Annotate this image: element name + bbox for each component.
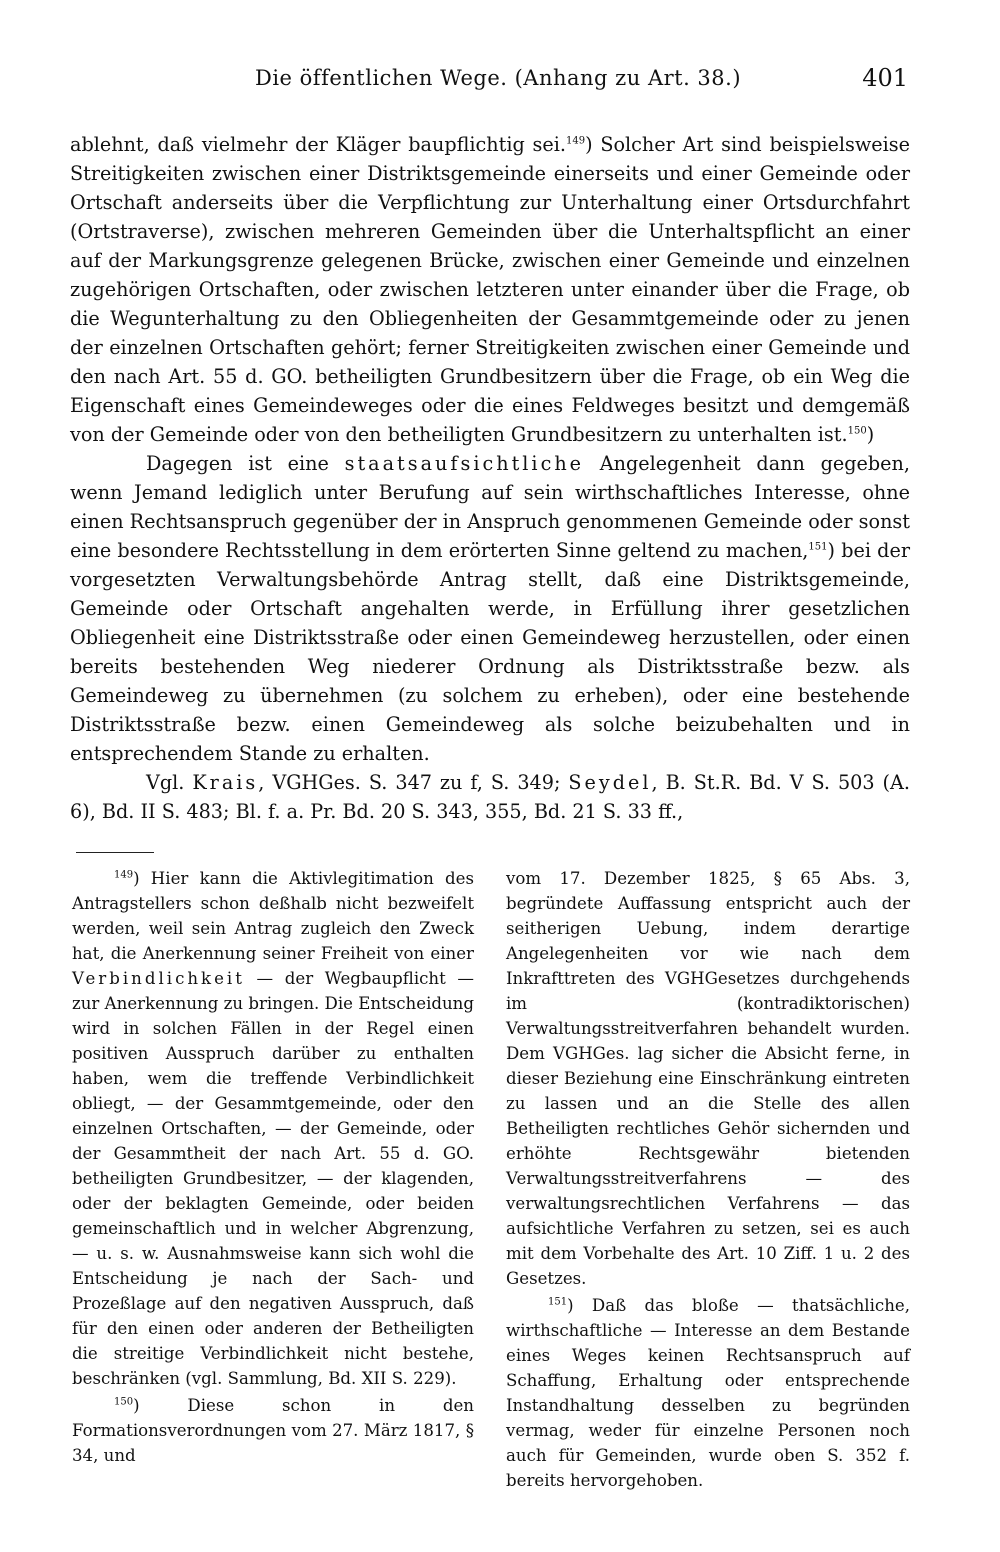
footnote-number: 149 xyxy=(114,869,134,881)
running-title: Die öffentlichen Wege. (Anhang zu Art. 38.) xyxy=(255,66,742,90)
paragraph-3-references xyxy=(70,768,910,826)
author-name: Krais xyxy=(192,771,259,794)
footnote-number: 150 xyxy=(114,1396,134,1408)
running-head xyxy=(70,66,908,106)
footnote-150-continued: vom 17. Dezember 1825, § 65 Abs. 3, begründete Auffassung entspricht auch der seitherigen Uebung, indem derartige Angelegenheiten vor wie nach dem Inkrafttreten des VGHGesetzes durchgehends im (kontradiktorischen) Verwaltungsstreitverfahren behandelt wurden. Dem VGHGes. lag sicher die Absicht ferne, in dieser Beziehung eine Einschränkung eintreten zu lassen und an die Stelle des allen Betheiligten rechtliches Gehör sichernden und erhöhte Rechtsgewähr bietenden Verwaltungsstreitverfahrens — des verwaltungsrechtlichen Verfahrens — das aufsichtliche Verfahren zu setzen, sei es auch mit dem Vorbehalte des Art. 10 Ziff. 1 u. 2 des Gesetzes. xyxy=(506,869,910,1288)
footnote-number: 151 xyxy=(548,1296,568,1308)
text-run: , VGHGes. S. 347 zu f, S. 349; xyxy=(258,771,569,794)
text-run: ablehnt, daß vielmehr der Kläger baupflichtig sei. xyxy=(70,133,566,156)
paragraph-1 xyxy=(70,130,910,449)
footnote-divider xyxy=(76,852,154,853)
footnote-149 xyxy=(72,866,474,1391)
author-name: Seydel xyxy=(568,771,652,794)
footnote-ref-151: 151 xyxy=(808,541,828,553)
emphasized-term: staatsaufsichtliche xyxy=(344,452,585,475)
footnote-151 xyxy=(506,1293,910,1493)
text-run: Dagegen ist eine xyxy=(146,452,345,475)
footnote-ref-149: 149 xyxy=(565,135,586,147)
paragraph-2 xyxy=(70,449,910,768)
text-run: ) Hier kann die Aktivlegitimation des Antragstellers schon deßhalb nicht bezweifelt werden, weil sein Antrag zugleich den Zweck hat, die Anerkennung seiner Freiheit von einer xyxy=(72,869,474,963)
text-run: Vgl. xyxy=(146,771,193,794)
footnote-ref-150: 150 xyxy=(847,425,867,437)
text-run: ) bei der vorgesetzten Verwaltungsbehörde Antrag stellt, daß eine Distriktsgemeinde, Gemeinde oder Ortschaft angehalten werde, in Erfüllung ihrer gesetzlichen Obliegenheit eine Distriktsstraße oder einen Gemeindeweg herzustellen, oder einen bereits bestehenden Weg niederer Ordnung als Distriktsstraße bezw. als Gemeindeweg zu übernehmen (zu solchem zu erheben), oder eine bestehende Distriktsstraße bezw. einen Gemeindeweg als solche beizubehalten und in entsprechendem Stande zu erhalten. xyxy=(70,539,910,765)
text-run: ) Daß das bloße — thatsächliche, wirthschaftliche — Interesse an dem Bestande eines Weges keinen Rechtsanspruch auf Schaffung, Erhaltung oder entsprechende Instandhaltung desselben zu begründen vermag, weder für einzelne Personen noch auch für Gemeinden, wurde oben S. 352 f. bereits hervorgehoben. xyxy=(506,1296,910,1490)
main-text xyxy=(70,130,910,826)
text-run: — der Wegbaupflicht — zur Anerkennung zu bringen. Die Entscheidung wird in solchen Fällen in der Regel einen positiven Ausspruch darüber zu enthalten haben, wem die treffende Verbindlichkeit obliegt, — der Gesammtgemeinde, oder den einzelnen Ortschaften, — der Gemeinde, oder der Gesammtheit der nach Art. 55 d. GO. betheiligten Grundbesitzer, — der klagenden, oder der beklagten Gemeinde, oder beiden gemeinschaftlich und in welcher Abgrenzung, — u. s. w. Ausnahmsweise kann sich wohl die Entscheidung je nach der Sach- und Prozeßlage auf den negativen Ausspruch, daß für den einen oder anderen der Betheiligten die streitige Verbindlichkeit nicht bestehe, beschränken (vgl. Sammlung, Bd. XII S. 229). xyxy=(72,969,474,1388)
text-run: , B. St.R. Bd. V S. 503 (A. 6), Bd. II S. 483; Bl. f. a. Pr. Bd. 20 S. 343, 355, Bd. 21 S. 33 ff., xyxy=(70,771,910,823)
emphasized-term: Verbindlichkeit xyxy=(72,969,245,988)
footnote-150-start xyxy=(72,1393,474,1468)
text-run: Angelegenheit dann gegeben, wenn Jemand lediglich unter Berufung auf sein wirthschaftliches Interesse, ohne einen Rechtsanspruch gegenüber der in Anspruch genommenen Gemeinde oder sonst eine besondere Rechtsstellung in dem erörterten Sinne geltend zu machen, xyxy=(70,452,910,562)
text-run: ) Diese schon in den Formationsverordnungen vom 27. März 1817, § 34, und xyxy=(72,1396,474,1465)
footnotes-right-column xyxy=(506,866,910,1493)
page-number: 401 xyxy=(862,64,908,92)
footnotes-left-column xyxy=(72,866,474,1468)
text-run: ) xyxy=(866,423,875,446)
text-run: ) Solcher Art sind beispielsweise Streitigkeiten zwischen einer Distriktsgemeinde einerseits und einer Gemeinde oder Ortschaft anderseits über die Verpflichtung zur Unterhaltung einer Ortsdurchfahrt (Ortstraverse), zwischen mehreren Gemeinden über die Unterhaltspflicht an einer auf der Markungsgrenze gelegenen Brücke, zwischen einer Gemeinde und einzelnen zugehörigen Ortschaften, oder zwischen letzteren unter einander über die Frage, ob die Wegunterhaltung zu den Obliegenheiten der Gesammtgemeinde oder zu jenen der einzelnen Ortschaften gehört; ferner Streitigkeiten zwischen einer Gemeinde und den nach Art. 55 d. GO. betheiligten Grundbesitzern über die Frage, ob ein Weg die Eigenschaft eines Gemeindeweges oder die eines Feldweges besitzt und demgemäß von der Gemeinde oder von den betheiligten Grundbesitzern zu unterhalten ist. xyxy=(70,133,910,446)
